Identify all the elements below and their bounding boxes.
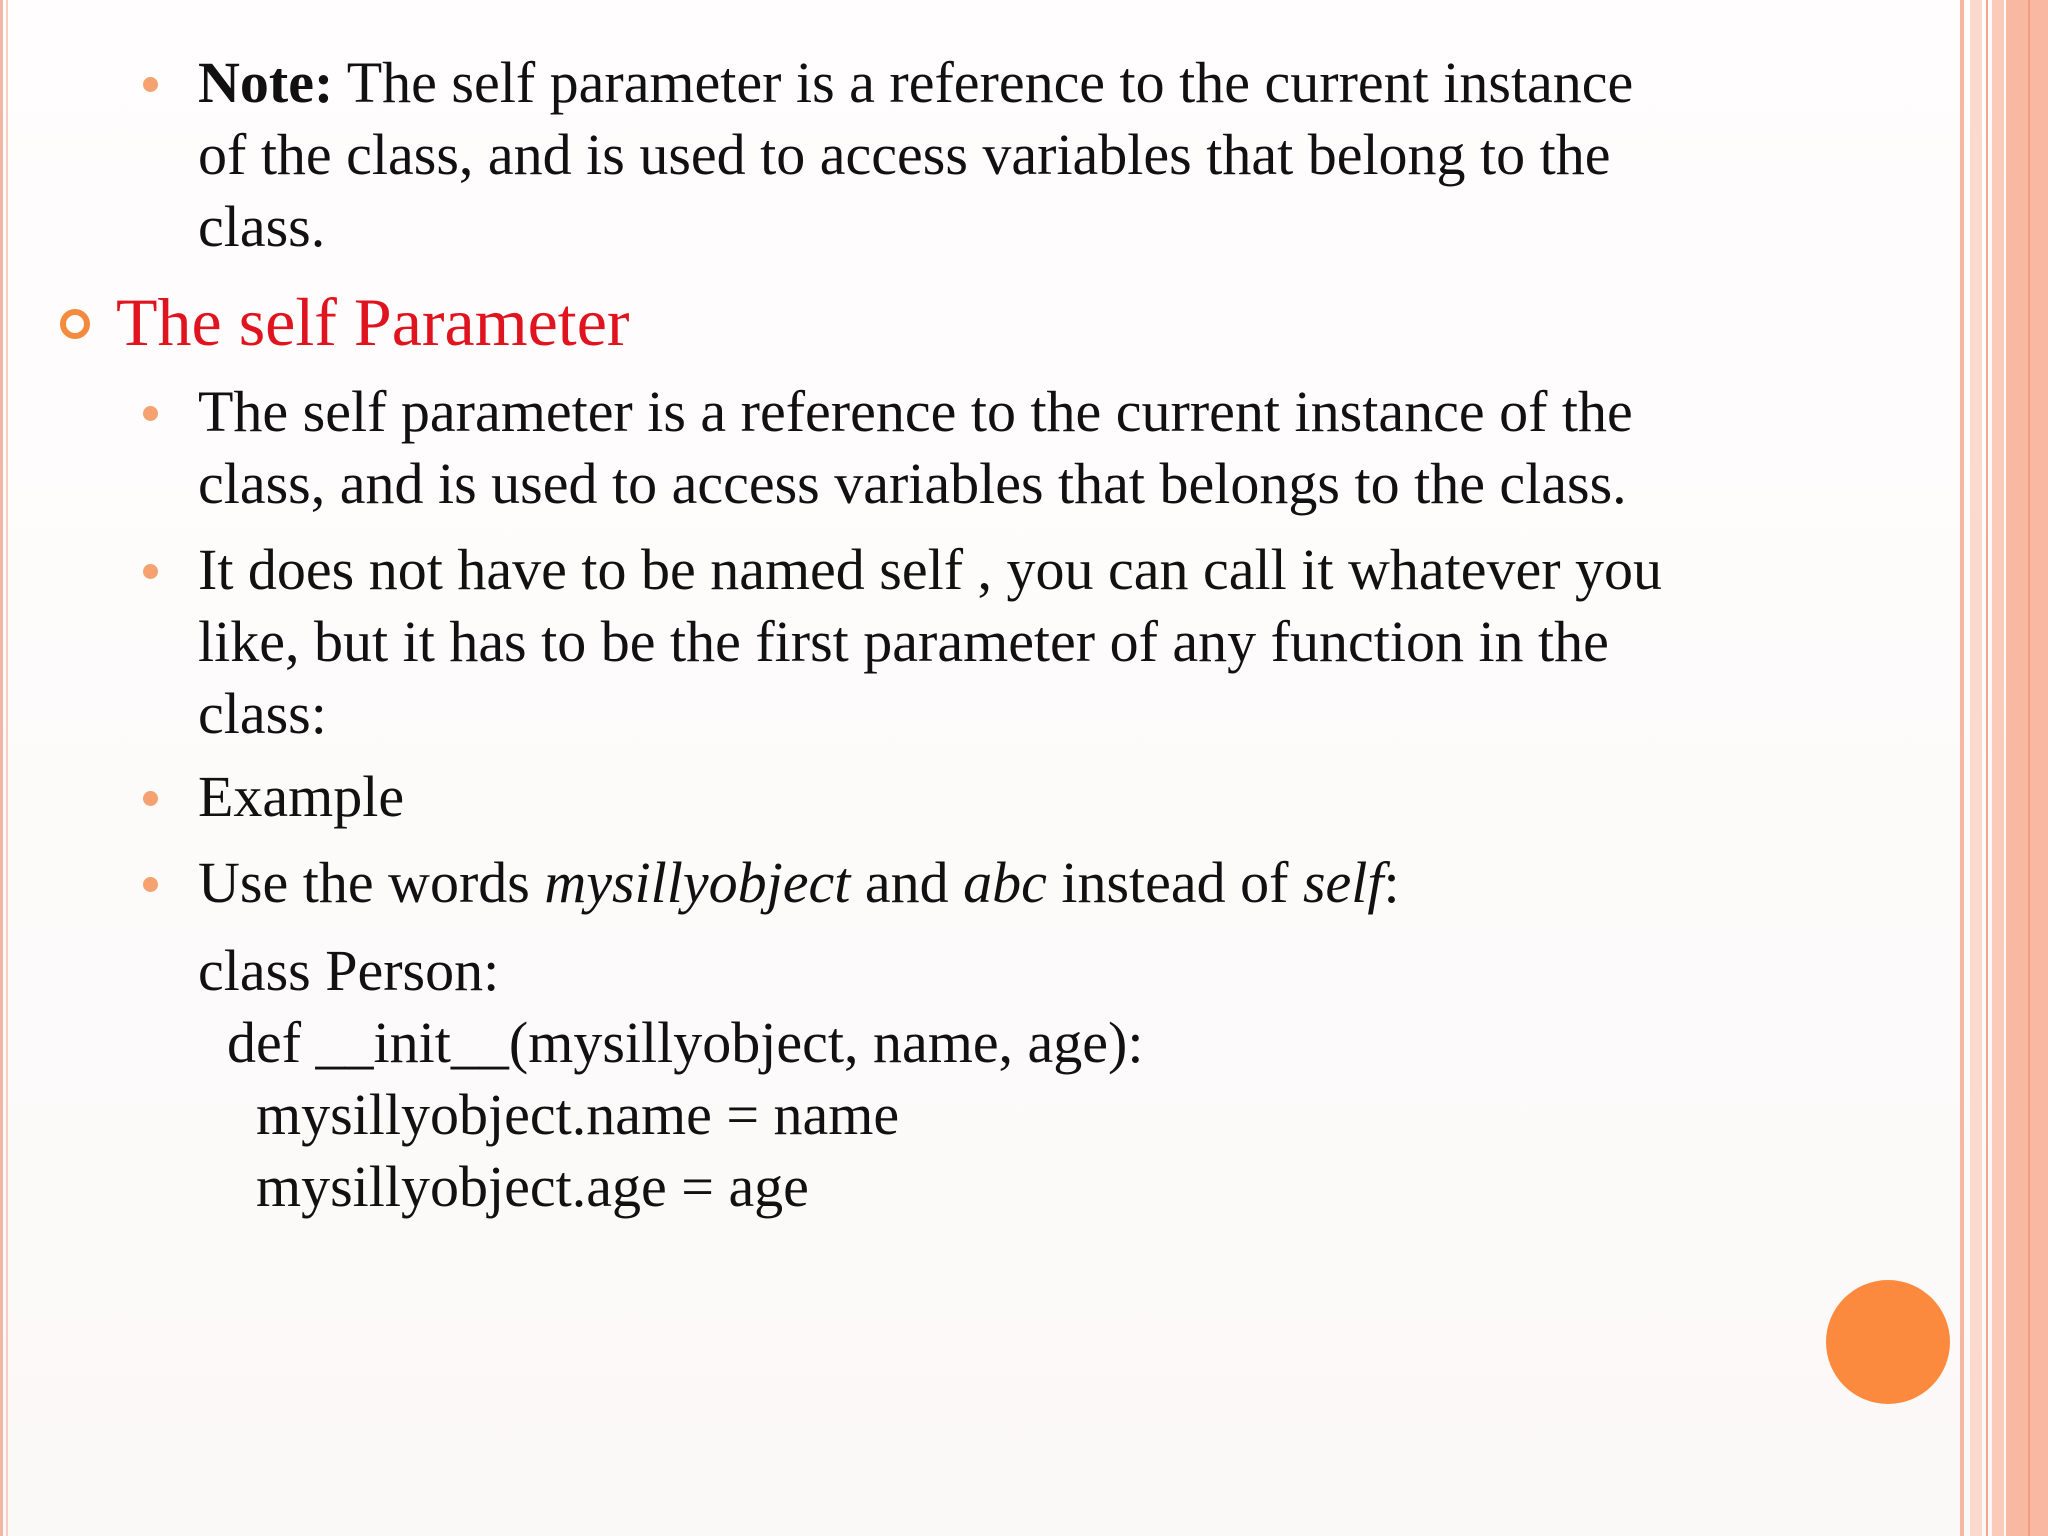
bullet-1-line-2: class, and is used to access variables that belongs to the class. [198, 451, 1627, 516]
bullet-dot-icon [143, 877, 158, 892]
bullet-3-text: Example [198, 764, 405, 829]
bullet-4-part: : [1383, 850, 1400, 915]
bullet-4-italic: mysillyobject [544, 850, 851, 915]
bullet-2-line-1: It does not have to be named self , you can call it whatever you [198, 537, 1663, 602]
right-decor-bar [1986, 0, 1988, 1536]
bullet-4-italic: abc [963, 850, 1047, 915]
left-decor-stripe-inner [6, 0, 8, 1536]
bullet-dot-icon [143, 791, 158, 806]
right-decor-bar [1992, 0, 2004, 1536]
note-line-1 [198, 47, 1633, 119]
code-line: def __init__(mysillyobject, name, age): [198, 1010, 1144, 1075]
bullet-4-part: and [850, 850, 964, 915]
note-line-2: of the class, and is used to access variables that belong to the [198, 122, 1611, 187]
note-text: The self parameter is a reference to the current instance [333, 50, 1634, 115]
bullet-4-text [198, 847, 1400, 919]
bullet-dot-icon [143, 564, 158, 579]
note-line-3: class. [198, 194, 326, 259]
right-decor-bar [1970, 0, 1982, 1536]
code-line: class Person: [198, 938, 500, 1003]
bullet-4-italic: self [1302, 850, 1384, 915]
right-decor-bar [1960, 0, 1964, 1536]
bullet-2-line-3: class: [198, 681, 327, 746]
right-decor-bar [2028, 0, 2030, 1536]
accent-circle [1826, 1280, 1950, 1404]
right-decor-bar [2006, 0, 2048, 1536]
heading-ring-icon [60, 309, 90, 339]
left-decor-stripe [0, 0, 3, 1536]
code-line: mysillyobject.name = name [198, 1082, 900, 1147]
bullet-1-line-1: The self parameter is a reference to the current instance of the [198, 379, 1633, 444]
section-heading: The self Parameter [116, 284, 630, 360]
bullet-4-part: instead of [1046, 850, 1303, 915]
bullet-2-line-2: like, but it has to be the first parameter of any function in the [198, 609, 1609, 674]
bullet-4-part: Use the words [198, 850, 545, 915]
note-label: Note: [198, 50, 334, 115]
code-line: mysillyobject.age = age [198, 1154, 809, 1219]
bullet-dot-icon [143, 406, 158, 421]
bullet-dot-icon [143, 77, 158, 92]
